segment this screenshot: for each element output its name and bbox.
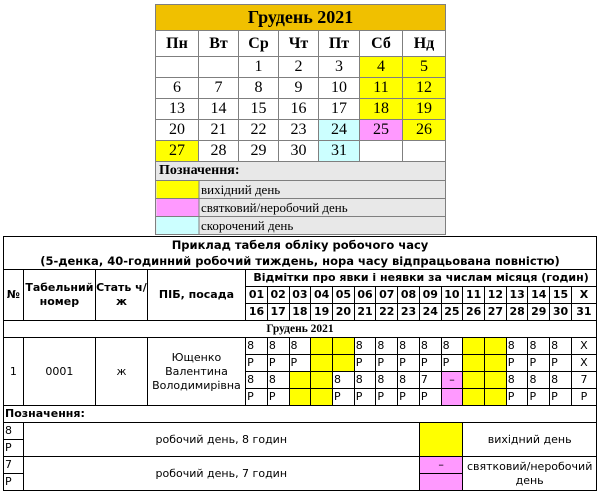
mark-cell: Р	[528, 355, 550, 372]
calendar-day: 21	[199, 120, 239, 141]
december-calendar	[155, 4, 446, 235]
calendar-week	[156, 141, 446, 162]
mark-cell: 7	[419, 372, 441, 389]
calendar-day-weekend: 4	[360, 57, 403, 78]
day-label: 02	[267, 287, 289, 304]
mark-cell: 8	[332, 372, 354, 389]
mark-cell: X	[571, 338, 596, 355]
day-label: 15	[550, 287, 572, 304]
day-label: 29	[528, 304, 550, 321]
legend-code: Р	[4, 474, 24, 491]
mark-cell-weekend	[463, 372, 485, 389]
legend-holiday	[156, 199, 446, 217]
day-label: 06	[354, 287, 376, 304]
mark-cell: 8	[506, 338, 528, 355]
calendar-day-weekend: 19	[403, 99, 446, 120]
mark-cell-holiday: –	[441, 372, 463, 389]
day-label: 31	[571, 304, 596, 321]
calendar-day: 28	[199, 141, 239, 162]
mark-cell-weekend	[332, 338, 354, 355]
day-label: 17	[267, 304, 289, 321]
mark-cell-weekend	[485, 338, 507, 355]
day-label: 11	[463, 287, 485, 304]
calendar-legend-title: Позначення:	[156, 162, 446, 181]
mark-cell: Р	[332, 389, 354, 406]
day-label: 18	[289, 304, 311, 321]
calendar-day-short: 24	[319, 120, 360, 141]
timesheet-table	[3, 236, 597, 491]
day-label: 14	[528, 287, 550, 304]
day-label: 19	[311, 304, 333, 321]
mark-cell: Р	[441, 355, 463, 372]
col-tab: Табельний номер	[23, 270, 95, 321]
calendar-day: 7	[199, 78, 239, 99]
mark-cell-weekend	[289, 372, 311, 389]
timesheet-subtitle: (5-денка, 40-годинний робочий тиждень, нора часу відпрацьована повністю)	[4, 253, 597, 270]
employee-patronymic: Володимирівна	[152, 378, 241, 392]
mark-cell: Р	[289, 355, 311, 372]
calendar-day	[360, 141, 403, 162]
calendar-day: 16	[279, 99, 319, 120]
mark-cell: 8	[354, 338, 376, 355]
weekday-label: Вт	[199, 31, 239, 57]
legend-weekend	[156, 181, 446, 199]
mark-cell: Р	[506, 389, 528, 406]
calendar-day: 2	[279, 57, 319, 78]
day-label: 25	[441, 304, 463, 321]
table-row	[4, 338, 597, 355]
calendar-week	[156, 99, 446, 120]
legend-weekend-label: вихідний день	[463, 423, 597, 457]
legend-code: Р	[4, 440, 24, 457]
calendar-day-holiday: 25	[360, 120, 403, 141]
mark-cell: 8	[376, 372, 398, 389]
mark-cell: Р	[419, 389, 441, 406]
calendar-day: 15	[239, 99, 279, 120]
mark-cell: 8	[550, 338, 572, 355]
calendar-day-weekend: 27	[156, 141, 199, 162]
mark-cell-weekend	[485, 389, 507, 406]
legend-holiday-swatch: –	[419, 457, 462, 474]
calendar-day: 9	[279, 78, 319, 99]
calendar-day: 17	[319, 99, 360, 120]
calendar-day: 13	[156, 99, 199, 120]
calendar-day-short: 31	[319, 141, 360, 162]
legend-short-label: скорочений день	[156, 217, 446, 235]
calendar-day: 10	[319, 78, 360, 99]
mark-cell: 8	[550, 372, 572, 389]
col-num: №	[4, 270, 24, 321]
mark-cell: Р	[246, 355, 268, 372]
mark-cell: Р	[376, 355, 398, 372]
legend-code: 7	[4, 457, 24, 474]
calendar-day: 23	[279, 120, 319, 141]
col-marks: Відмітки про явки і неявки за числам місяця (годин)	[246, 270, 597, 287]
day-label: 12	[485, 287, 507, 304]
mark-cell: Р	[398, 389, 420, 406]
calendar-day: 8	[239, 78, 279, 99]
calendar-day	[199, 57, 239, 78]
col-name: ПІБ, посада	[147, 270, 245, 321]
mark-cell-weekend	[485, 372, 507, 389]
calendar-week	[156, 120, 446, 141]
col-sex: Стать ч/ж	[96, 270, 148, 321]
legend-row-work7	[4, 457, 597, 474]
day-label: 09	[419, 287, 441, 304]
weekday-label: Пн	[156, 31, 199, 57]
mark-cell: Р	[550, 389, 572, 406]
weekday-label: Пт	[319, 31, 360, 57]
legend-weekend-swatch	[419, 423, 462, 457]
calendar-day: 14	[199, 99, 239, 120]
timesheet-month: Грудень 2021	[4, 321, 597, 338]
mark-cell: Х	[571, 355, 596, 372]
mark-cell: Р	[398, 355, 420, 372]
mark-cell-weekend	[311, 355, 333, 372]
mark-cell: Р	[571, 389, 596, 406]
mark-cell: Р	[419, 355, 441, 372]
mark-cell: 8	[419, 338, 441, 355]
calendar-day: 6	[156, 78, 199, 99]
mark-cell: 8	[398, 338, 420, 355]
employee-sex: ж	[96, 338, 148, 406]
weekday-label: Ср	[239, 31, 279, 57]
calendar-day-weekend: 26	[403, 120, 446, 141]
calendar-title: Грудень 2021	[156, 5, 446, 31]
mark-cell: 8	[246, 338, 268, 355]
calendar-day	[156, 57, 199, 78]
mark-cell: Р	[528, 389, 550, 406]
mark-cell: Р	[550, 355, 572, 372]
mark-cell: 8	[528, 338, 550, 355]
timesheet-legend-title: Позначення:	[4, 406, 597, 423]
day-label: 03	[289, 287, 311, 304]
day-label: 04	[311, 287, 333, 304]
mark-cell-weekend	[311, 389, 333, 406]
mark-cell: Р	[354, 355, 376, 372]
day-label: 08	[398, 287, 420, 304]
calendar-day	[403, 141, 446, 162]
employee-surname: Ющенко	[171, 350, 222, 364]
day-label: 07	[376, 287, 398, 304]
mark-cell: 8	[246, 372, 268, 389]
day-label: 28	[506, 304, 528, 321]
mark-cell: Р	[267, 389, 289, 406]
mark-cell: 8	[289, 338, 311, 355]
legend-holiday-swatch-2	[419, 474, 462, 491]
mark-cell: 8	[506, 372, 528, 389]
mark-cell-weekend	[463, 355, 485, 372]
calendar-day: 20	[156, 120, 199, 141]
legend-holiday-label: святковий/неробочий день	[463, 457, 597, 491]
calendar-week	[156, 78, 446, 99]
day-label: 21	[354, 304, 376, 321]
mark-cell: Р	[506, 355, 528, 372]
mark-cell: Р	[267, 355, 289, 372]
day-label: 05	[332, 287, 354, 304]
employee-num: 1	[4, 338, 24, 406]
day-label: X	[571, 287, 596, 304]
mark-cell-weekend	[485, 355, 507, 372]
day-label: 27	[485, 304, 507, 321]
calendar-day-weekend: 18	[360, 99, 403, 120]
day-label: 30	[550, 304, 572, 321]
legend-holiday-label: святковий/неробочий день	[156, 199, 446, 217]
mark-cell-holiday	[441, 389, 463, 406]
day-label: 20	[332, 304, 354, 321]
weekday-header-row	[156, 31, 446, 57]
legend-row-work8	[4, 423, 597, 440]
employee-tab: 0001	[23, 338, 95, 406]
legend-code: 8	[4, 423, 24, 440]
mark-cell-weekend	[289, 389, 311, 406]
day-label: 24	[419, 304, 441, 321]
day-label: 10	[441, 287, 463, 304]
day-label: 01	[246, 287, 268, 304]
mark-cell: Р	[376, 389, 398, 406]
calendar-day-weekend: 11	[360, 78, 403, 99]
day-label: 13	[506, 287, 528, 304]
legend-weekend-label: вихідний день	[156, 181, 446, 199]
day-label: 23	[398, 304, 420, 321]
calendar-day: 3	[319, 57, 360, 78]
weekday-label: Чт	[279, 31, 319, 57]
mark-cell: 8	[354, 372, 376, 389]
mark-cell: 8	[528, 372, 550, 389]
mark-cell: 8	[441, 338, 463, 355]
weekday-label: Нд	[403, 31, 446, 57]
calendar-day: 29	[239, 141, 279, 162]
calendar-day-weekend: 5	[403, 57, 446, 78]
calendar-day: 1	[239, 57, 279, 78]
mark-cell-weekend	[311, 338, 333, 355]
timesheet-title: Приклад табеля обліку робочого часу	[4, 237, 597, 254]
mark-cell: Р	[354, 389, 376, 406]
calendar-day-weekend: 12	[403, 78, 446, 99]
mark-cell: 8	[267, 338, 289, 355]
mark-cell-weekend	[332, 355, 354, 372]
mark-cell: Р	[246, 389, 268, 406]
mark-cell-weekend	[463, 338, 485, 355]
legend-work7-label: робочий день, 7 годин	[23, 457, 419, 491]
employee-name	[147, 338, 245, 406]
mark-cell: 8	[376, 338, 398, 355]
mark-cell: 8	[267, 372, 289, 389]
legend-short	[156, 217, 446, 235]
calendar-day: 30	[279, 141, 319, 162]
calendar-week	[156, 57, 446, 78]
employee-firstname: Валентина	[165, 364, 228, 378]
mark-cell-weekend	[311, 372, 333, 389]
calendar-day: 22	[239, 120, 279, 141]
weekday-label: Сб	[360, 31, 403, 57]
mark-cell: 8	[398, 372, 420, 389]
mark-cell-weekend	[463, 389, 485, 406]
day-label: 16	[246, 304, 268, 321]
day-label: 26	[463, 304, 485, 321]
day-label: 22	[376, 304, 398, 321]
legend-work8-label: робочий день, 8 годин	[23, 423, 419, 457]
mark-cell: 7	[571, 372, 596, 389]
